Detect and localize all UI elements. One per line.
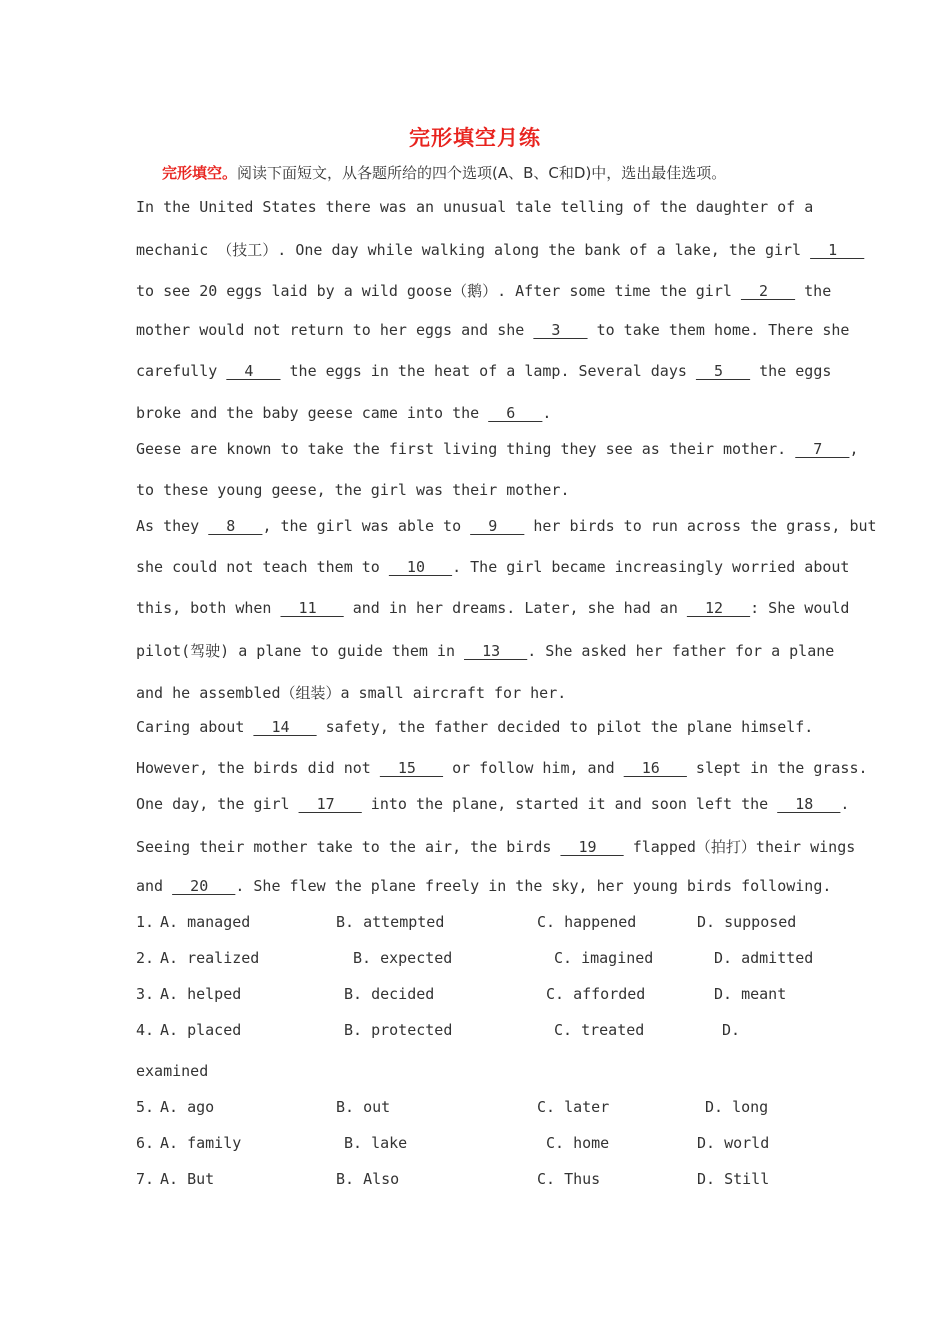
option-c: C. Thus [537, 1170, 601, 1188]
passage-text: . She flew the plane freely in the sky, her young birds following. [235, 877, 832, 895]
option-row [136, 985, 836, 1005]
option-c: C. afforded [546, 985, 646, 1003]
passage-line [136, 877, 832, 895]
passage-text: In the United States there was an unusual tale telling of the daughter of a [136, 198, 814, 216]
option-c: C. happened [537, 913, 637, 931]
instruction-lead: 完形填空。 [162, 164, 238, 182]
passage-text: . She asked her father for a plane [527, 642, 835, 660]
passage-text: mother would not return to her eggs and she [136, 321, 534, 339]
blank-11: 11 [280, 599, 344, 617]
option-c: C. home [546, 1134, 610, 1152]
question-number: 4. [136, 1021, 155, 1039]
passage-text: : She would [750, 599, 850, 617]
passage-text: flapped（拍打）their wings [623, 838, 856, 856]
option-b: B. Also [336, 1170, 400, 1188]
passage-line [136, 795, 850, 813]
instruction-text: 阅读下面短文，从各题所给的四个选项(A、B、C和D)中，选出最佳选项。 [237, 164, 727, 182]
passage-text: , [849, 440, 859, 458]
blank-8: 8 [208, 517, 263, 535]
passage-text: this, both when [136, 599, 281, 617]
blank-14: 14 [253, 718, 317, 736]
option-row [136, 1021, 836, 1041]
passage-line [136, 404, 816, 422]
option-c: C. imagined [554, 949, 654, 967]
option-d: D. supposed [697, 913, 797, 931]
blank-12: 12 [686, 599, 751, 617]
option-a: A. ago [160, 1098, 215, 1116]
passage-text: and he assembled（组装）a small aircraft for her. [136, 684, 567, 702]
passage-text: the eggs in the heat of a lamp. Several days [280, 362, 696, 380]
option-a: A. managed [160, 913, 251, 931]
option-d: D. admitted [714, 949, 814, 967]
passage-text: Seeing their mother take to the air, the birds [136, 838, 561, 856]
blank-7: 7 [795, 440, 850, 458]
blank-3: 3 [533, 321, 588, 339]
question-number: 6. [136, 1134, 155, 1152]
blank-17: 17 [298, 795, 362, 813]
blank-20: 20 [172, 877, 236, 895]
passage-text: and [136, 877, 173, 895]
option-row [136, 913, 836, 933]
passage-text: pilot(驾驶) a plane to guide them in [136, 642, 465, 660]
passage-text: her birds to run across the grass, but [524, 517, 877, 535]
option-d: D. long [705, 1098, 769, 1116]
passage-text: to take them home. There she [587, 321, 850, 339]
option-row [136, 1134, 836, 1154]
option-c: C. treated [554, 1021, 645, 1039]
passage-text: to these young geese, the girl was their mother. [136, 481, 570, 499]
passage-line [136, 640, 835, 661]
passage-line [136, 440, 859, 458]
option-row [136, 1170, 836, 1190]
option-row [136, 1098, 836, 1118]
passage-line [136, 198, 816, 216]
passage-line [136, 362, 832, 380]
passage-text: and in her dreams. Later, she had an [343, 599, 687, 617]
blank-18: 18 [777, 795, 841, 813]
passage-text: Geese are known to take the first living thing they see as their mother. [136, 440, 796, 458]
passage-line [136, 682, 816, 703]
passage-text: into the plane, started it and soon left the [361, 795, 778, 813]
blank-19: 19 [560, 838, 624, 856]
blank-2: 2 [740, 282, 796, 300]
option-b: B. out [336, 1098, 391, 1116]
option-a: A. helped [160, 985, 242, 1003]
passage-text: she could not teach them to [136, 558, 389, 576]
passage-text: carefully [136, 362, 227, 380]
option-c: C. later [537, 1098, 610, 1116]
question-number: 7. [136, 1170, 155, 1188]
passage-line [136, 517, 877, 535]
blank-5: 5 [695, 362, 751, 380]
passage-line [136, 558, 850, 576]
question-number: 3. [136, 985, 155, 1003]
passage-text: broke and the baby geese came into the [136, 404, 489, 422]
page-title: 完形填空月练 [409, 126, 541, 150]
option-d: D. Still [697, 1170, 770, 1188]
blank-15: 15 [379, 759, 444, 777]
passage-text: or follow him, and [443, 759, 624, 777]
option-d-text: examined [136, 1062, 209, 1080]
passage-line [136, 759, 868, 777]
option-b: B. attempted [336, 913, 445, 931]
blank-6: 6 [488, 404, 543, 422]
passage-text: safety, the father decided to pilot the plane himself. [316, 718, 814, 736]
passage-text: . [840, 795, 850, 813]
question-number: 5. [136, 1098, 155, 1116]
passage-line [136, 718, 816, 736]
blank-10: 10 [388, 558, 453, 576]
passage-line [136, 599, 850, 617]
passage-text: However, the birds did not [136, 759, 380, 777]
question-number: 2. [136, 949, 155, 967]
passage-text: the eggs [750, 362, 832, 380]
passage-line [136, 280, 832, 301]
passage-line [136, 481, 816, 499]
passage-line [136, 836, 856, 857]
passage-text: mechanic （技工）. One day while walking along the bank of a lake, the girl [136, 241, 811, 259]
passage-text: slept in the grass. [686, 759, 868, 777]
blank-13: 13 [464, 642, 528, 660]
question-number: 1. [136, 913, 155, 931]
instruction [162, 162, 726, 183]
passage-text: As they [136, 517, 209, 535]
option-b: B. lake [344, 1134, 408, 1152]
passage-line [136, 239, 865, 260]
option-d-wrap [136, 1062, 836, 1082]
passage-text: , the girl was able to [262, 517, 471, 535]
option-d: D. [722, 1021, 741, 1039]
passage-text: . The girl became increasingly worried about [452, 558, 850, 576]
blank-9: 9 [470, 517, 525, 535]
passage-text: One day, the girl [136, 795, 299, 813]
option-a: A. placed [160, 1021, 242, 1039]
option-row [136, 949, 836, 969]
option-b: B. decided [344, 985, 435, 1003]
passage-line [136, 321, 850, 339]
option-b: B. expected [353, 949, 453, 967]
passage-text: . [542, 404, 552, 422]
option-d: D. world [697, 1134, 770, 1152]
passage-text: to see 20 eggs laid by a wild goose（鹅）. After some time the girl [136, 282, 741, 300]
option-a: A. family [160, 1134, 242, 1152]
blank-1: 1 [810, 241, 865, 259]
option-a: A. realized [160, 949, 260, 967]
blank-4: 4 [226, 362, 281, 380]
option-d: D. meant [714, 985, 787, 1003]
passage-text: the [795, 282, 832, 300]
passage-text: Caring about [136, 718, 254, 736]
blank-16: 16 [623, 759, 687, 777]
option-a: A. But [160, 1170, 215, 1188]
option-b: B. protected [344, 1021, 453, 1039]
